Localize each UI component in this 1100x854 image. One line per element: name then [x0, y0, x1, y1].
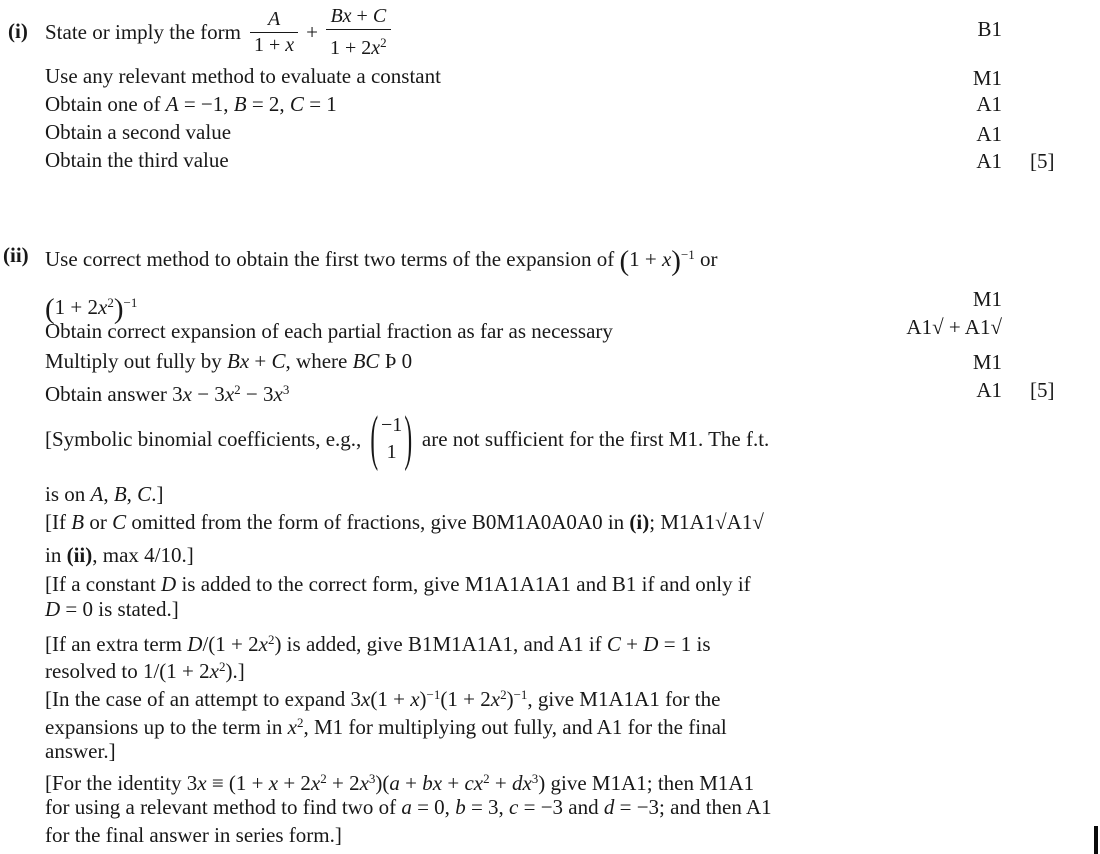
criterion-line: Obtain answer $3x - 3x^2 - 3x^3$: [45, 382, 290, 406]
note-line: D = 0 is stated.]: [45, 597, 179, 621]
note-line: expansions up to the term in $x^2$, M1 for multiplying out fully, and A1 for the final: [45, 715, 727, 739]
criterion-line: Obtain correct expansion of each partial fraction as far as necessary: [45, 319, 613, 343]
fraction-a-over-1-plus-x: [250, 7, 298, 58]
mark-label: A1: [976, 149, 1002, 173]
part-i-label: (i): [8, 19, 28, 43]
note-line: for the final answer in series form.]: [45, 823, 342, 847]
note-line: for using a relevant method to find two of a = 0, b = 3, c = −3 and d = −3; and then A1: [45, 795, 772, 819]
mark-label: A1: [976, 122, 1002, 146]
right-paren: ): [404, 403, 413, 472]
note-line: [In the case of an attempt to expand $3x(1 + x)^{-1}(1 + 2x^2)^{-1}$, give M1A1A1 for the: [45, 687, 721, 711]
note-line-binomial: [Symbolic binomial coefficients, e.g., ( −1 1 ) are not sufficient for the first M1. The f.t.: [0, 405, 1100, 473]
plus-sign: +: [306, 19, 318, 44]
text-cursor: [1094, 826, 1098, 854]
binomial-top: −1: [380, 414, 403, 436]
fraction-denominator: $1 + 2x^2$: [326, 29, 391, 61]
mark-label: M1: [972, 66, 1002, 90]
note-line: [If a constant D is added to the correct form, give M1A1A1A1 and B1 if and only if: [45, 572, 751, 596]
mark-label: M1: [972, 350, 1002, 374]
total-marks: [5]: [1030, 378, 1055, 402]
part-ii-label: (ii): [3, 243, 29, 267]
criterion-line: Obtain one of A = −1, B = 2, C = 1: [45, 92, 337, 116]
criterion-line-expression: $(1 + 2x^2)^{-1}$: [45, 293, 138, 325]
binomial-bottom: 1: [386, 441, 397, 463]
criterion-line: Multiply out fully by Bx + C, where BC Þ 0: [45, 349, 413, 373]
note-line: [If an extra term $D/(1 + 2x^2)$ is added, give B1M1A1A1, and A1 if C + D = 1 is: [45, 632, 711, 656]
fraction-numerator: A: [267, 7, 281, 30]
note-line: answer.]: [45, 739, 116, 763]
note-line: [For the identity $3x \equiv (1 + x + 2x^2 + 2x^3)(a$ + bx + $cx^2 + dx^3$) give M1A1; then M1A1: [45, 771, 755, 795]
criterion-line: Use correct method to obtain the first two terms of the expansion of $(1 + x)^{-1}$ or: [45, 245, 718, 277]
left-paren: (: [370, 403, 379, 472]
note-line: resolved to $1/(1 + 2x^2)$.]: [45, 659, 245, 683]
binomial-coefficient: [370, 403, 413, 472]
fraction-numerator: Bx + C: [330, 4, 387, 27]
part-i-form-text: State or imply the form: [45, 19, 241, 44]
total-marks: [5]: [1030, 149, 1055, 173]
criterion-line: Use any relevant method to evaluate a constant: [45, 64, 441, 88]
mark-label: A1√ + A1√: [906, 315, 1002, 339]
note-line: [If B or C omitted from the form of fractions, give B0M1A0A0A0 in (i); M1A1√A1√: [45, 510, 764, 534]
mark-label: B1: [977, 17, 1002, 41]
mark-label: A1: [976, 378, 1002, 402]
criterion-line: Obtain a second value: [45, 120, 232, 144]
fraction-bx-plus-c-over-1-plus-2x2: [326, 4, 391, 61]
criterion-line: Obtain the third value: [45, 148, 229, 172]
note-line: is on A, B, C.]: [45, 482, 164, 506]
mark-label: M1: [972, 287, 1002, 311]
mark-label: A1: [976, 92, 1002, 116]
note-line: in (ii), max 4/10.]: [45, 543, 194, 567]
fraction-denominator: 1 + x: [250, 32, 298, 58]
